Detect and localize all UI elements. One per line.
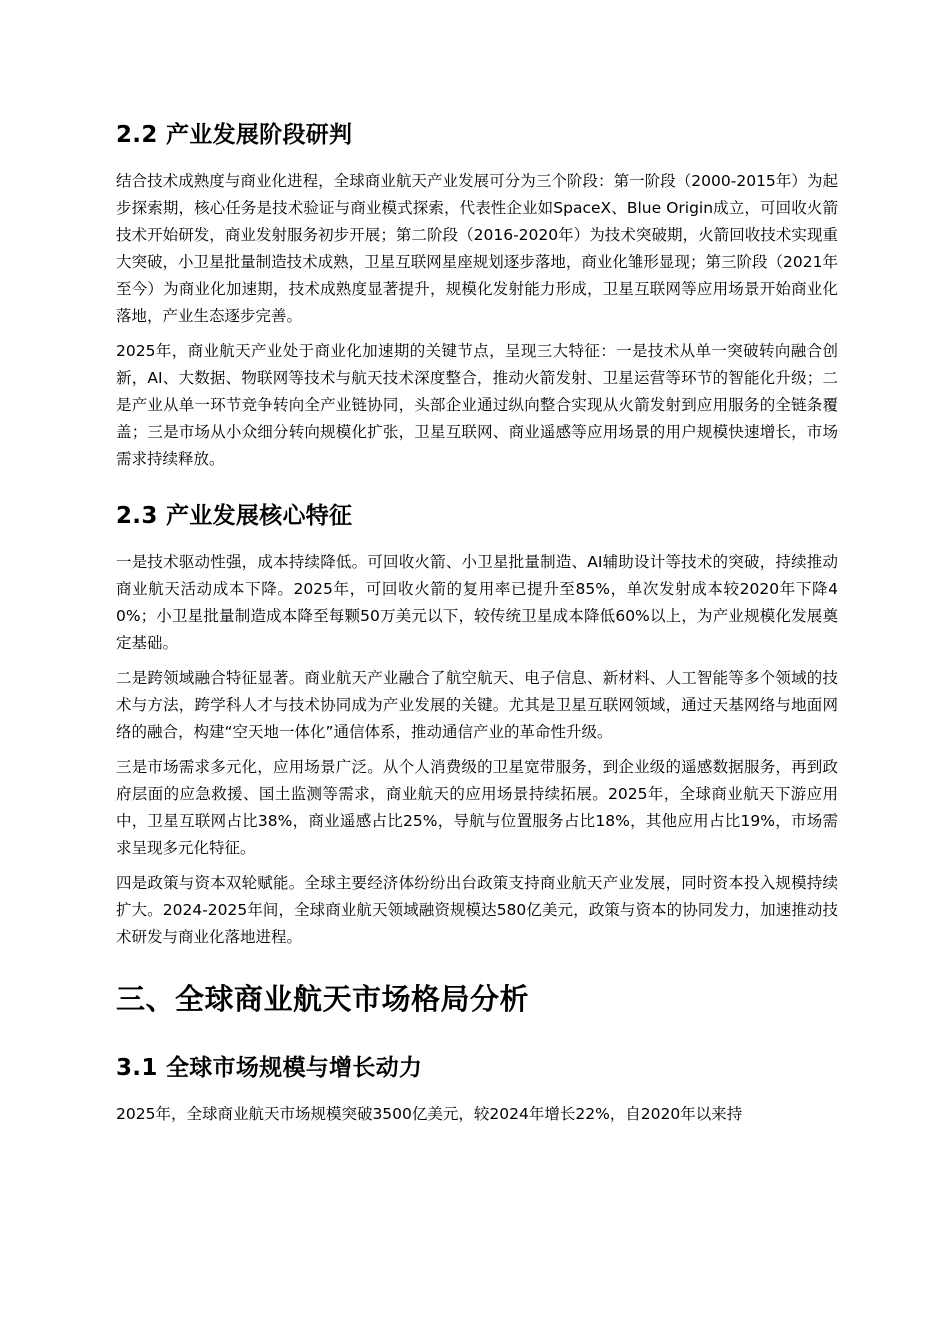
section-heading-2-2: 2.2 产业发展阶段研判: [116, 122, 353, 148]
paragraph-market-demand: 三是市场需求多元化，应用场景广泛。从个人消费级的卫星宽带服务，到企业级的遥感数据服务，再到政府层面的应急救援、国土监测等需求，商业航天的应用场景持续拓展。2025年，全球商业航天下游应用中，卫星互联网占比38%，商业遥感占比25%，导航与位置服务占比18%，其他应用占比19%，市场需求呈现多元化特征。: [116, 758, 838, 857]
paragraph-market-size: 2025年，全球商业航天市场规模突破3500亿美元，较2024年增长22%，自2020年以来持: [116, 1105, 743, 1123]
paragraph-tech-driven: 一是技术驱动性强，成本持续降低。可回收火箭、小卫星批量制造、AI辅助设计等技术的突破，持续推动商业航天活动成本下降。2025年，可回收火箭的复用率已提升至85%，单次发射成本较2020年下降40%；小卫星批量制造成本降至每颗50万美元以下，较传统卫星成本降低60%以上，为产业规模化发展奠定基础。: [116, 553, 838, 652]
paragraph-cross-domain: 二是跨领域融合特征显著。商业航天产业融合了航空航天、电子信息、新材料、人工智能等多个领域的技术与方法，跨学科人才与技术协同成为产业发展的关键。尤其是卫星互联网领域，通过天基网络与地面网络的融合，构建“空天地一体化”通信体系，推动通信产业的革命性升级。: [116, 669, 838, 741]
section-heading-2-3: 2.3 产业发展核心特征: [116, 503, 353, 529]
paragraph-stages: 结合技术成熟度与商业化进程，全球商业航天产业发展可分为三个阶段：第一阶段（2000-2015年）为起步探索期，核心任务是技术验证与商业模式探索，代表性企业如SpaceX、Blue Origin成立，可回收火箭技术开始研发，商业发射服务初步开展；第二阶段（2016-2020年）为技术突破期，火箭回收技术实现重大突破，小卫星批量制造技术成熟，卫星互联网星座规划逐步落地，商业化雏形显现；第三阶段（2021年至今）为商业化加速期，技术成熟度显著提升，规模化发射能力形成，卫星互联网等应用场景开始商业化落地，产业生态逐步完善。: [116, 172, 838, 325]
paragraph-policy-capital: 四是政策与资本双轮赋能。全球主要经济体纷纷出台政策支持商业航天产业发展，同时资本投入规模持续扩大。2024-2025年间，全球商业航天领域融资规模达580亿美元，政策与资本的协同发力，加速推动技术研发与商业化落地进程。: [116, 874, 838, 946]
document-page: [116, 110, 838, 1128]
paragraph-2025-features: 2025年，商业航天产业处于商业化加速期的关键节点，呈现三大特征：一是技术从单一突破转向融合创新，AI、大数据、物联网等技术与航天技术深度整合，推动火箭发射、卫星运营等环节的智能化升级；二是产业从单一环节竞争转向全产业链协同，头部企业通过纵向整合实现从火箭发射到应用服务的全链条覆盖；三是市场从小众细分转向规模化扩张，卫星互联网、商业遥感等应用场景的用户规模快速增长，市场需求持续释放。: [116, 342, 838, 468]
section-heading-3-1: 3.1 全球市场规模与增长动力: [116, 1055, 423, 1081]
chapter-heading-3: 三、全球商业航天市场格局分析: [116, 982, 530, 1016]
